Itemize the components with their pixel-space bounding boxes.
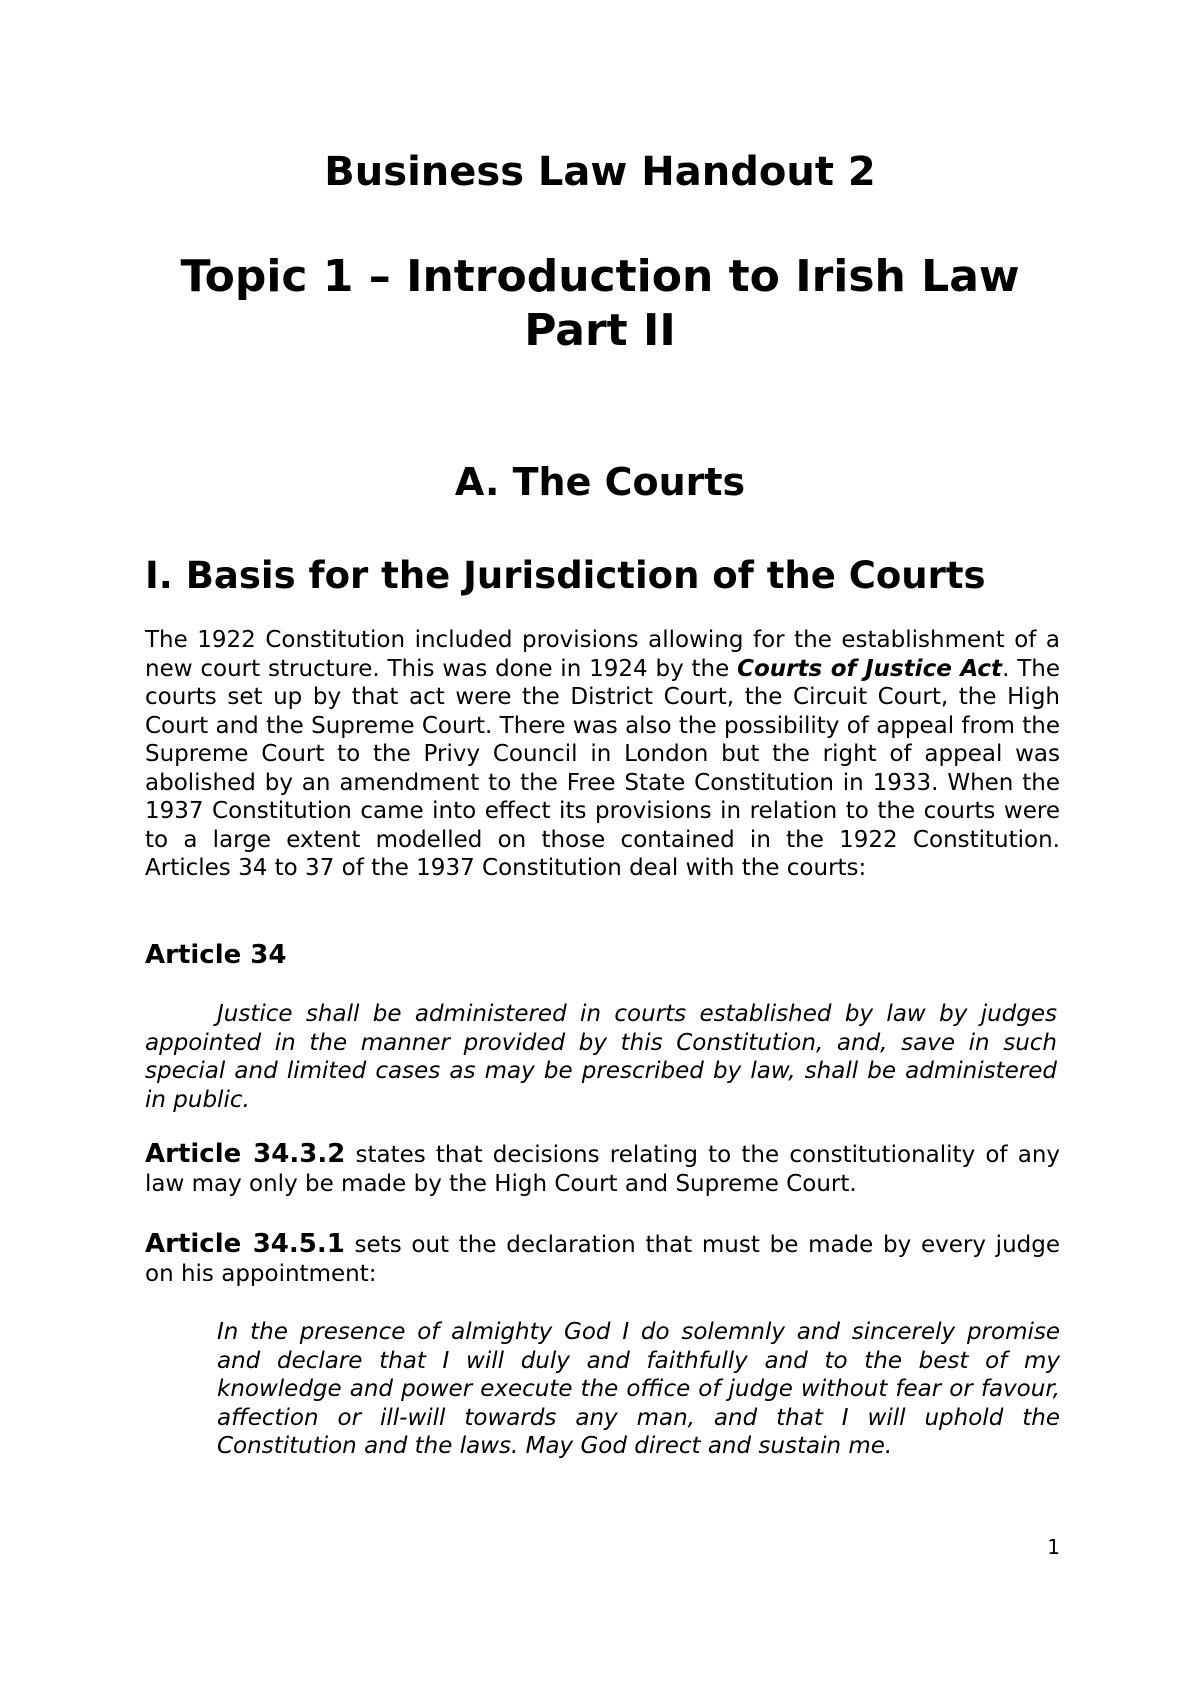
- article-34-3-2-paragraph: [145, 1140, 1060, 1198]
- article-34-heading: Article 34: [145, 940, 287, 970]
- subsection-heading-jurisdiction: I. Basis for the Jurisdiction of the Courts: [145, 554, 986, 597]
- topic-title: [0, 250, 1200, 358]
- intro-text-before-act: The 1922 Constitution included provisions allowing for the establishment of a new court structure. This was done in 1924 by the: [145, 627, 1060, 682]
- act-name: Courts of Justice Act: [737, 655, 1003, 682]
- intro-text-after-act: . The courts set up by that act were the District Court, the Circuit Court, the High Court and the Supreme Court. There was also the possibility of appeal from the Supreme Court to the Privy Council in London but the right of appeal was abolished by an amendment to the Free State Constitution in 1933. When the 1937 Constitution came into effect its provisions in relation to the courts were to a large extent modelled on those contained in the 1922 Constitution. Articles 34 to 37 of the 1937 Constitution deal with the courts:: [145, 655, 1061, 881]
- section-heading-courts: A. The Courts: [454, 460, 746, 504]
- topic-title-line1: Topic 1 – Introduction to Irish Law: [180, 251, 1020, 302]
- article-34-3-2-text: states that decisions relating to the constitutionality of any law may only be made by the High Court and Supreme Court.: [145, 1142, 1061, 1197]
- document-title: Business Law Handout 2: [324, 149, 876, 195]
- article-34-3-2-ref: Article 34.3.2: [145, 1139, 346, 1169]
- judicial-oath-quote: In the presence of almighty God I do solemnly and sincerely promise and declare that I will duly and faithfully and to the best of my knowledge and power execute the office of judge without fear or favour, affection or ill-will towards any man, and that I will uphold the Constitution and the laws. May God direct and sustain me.: [217, 1319, 1060, 1459]
- article-34-quote: Justice shall be administered in courts established by law by judges appointed in the manner provided by this Constitution, and, save in such special and limited cases as may be prescribed by law, shall be administered in public.: [145, 1001, 1057, 1113]
- article-34-5-1-text: sets out the declaration that must be made by every judge on his appointment:: [145, 1232, 1060, 1287]
- article-34-5-1-paragraph: [145, 1230, 1060, 1288]
- topic-title-line2: Part II: [524, 305, 676, 356]
- page-number: 1: [1047, 1535, 1060, 1559]
- intro-paragraph: [145, 626, 1060, 883]
- article-34-5-1-ref: Article 34.5.1: [145, 1229, 345, 1259]
